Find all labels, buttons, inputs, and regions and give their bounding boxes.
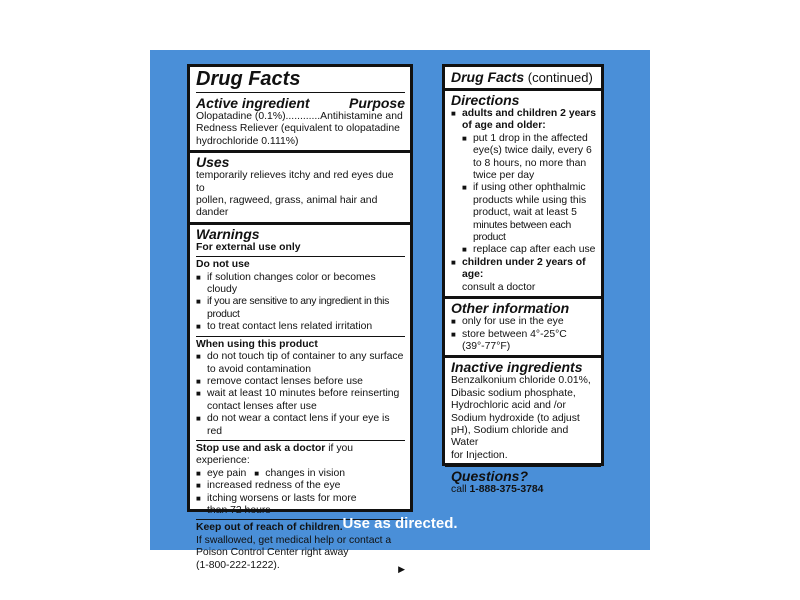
swallow-text: Poison Control Center right away xyxy=(196,547,349,559)
other-info-section xyxy=(445,299,601,358)
list-item-cont: consult a doctor xyxy=(462,281,536,293)
continued-label: (continued) xyxy=(524,70,593,85)
list-item-cont: to 8 hours, no more than xyxy=(473,157,587,169)
list-item: ■ if using other ophthalmic xyxy=(462,182,596,194)
inactive-text: Sodium hydroxide (to adjust xyxy=(451,412,580,424)
stop-use-rest: if you experience: xyxy=(196,442,354,467)
questions-heading: Questions? xyxy=(451,468,529,485)
call-label: call xyxy=(451,484,470,496)
list-item-cont: products while using this xyxy=(473,194,587,206)
list-item: ■ only for use in the eye xyxy=(451,316,596,328)
drug-facts-continued-panel xyxy=(442,64,604,496)
list-item-cont: to avoid contamination xyxy=(207,363,311,375)
drug-facts-title: Drug Facts xyxy=(451,69,525,85)
divider xyxy=(196,92,405,93)
uses-text: pollen, ragweed, grass, animal hair and dander xyxy=(196,195,378,219)
swallow-text: (1-800-222-1222). xyxy=(196,559,280,571)
call-line xyxy=(451,484,596,496)
phone-number: 1-888-375-3784 xyxy=(469,484,544,496)
list-item: ■ do not touch tip of container to any surface xyxy=(196,351,405,363)
drug-facts-title: Drug Facts xyxy=(196,68,301,90)
list-item-cont: product, wait at least 5 xyxy=(473,207,577,219)
inactive-text: pH), Sodium chloride and Water xyxy=(451,424,569,449)
warnings-heading: Warnings xyxy=(196,225,260,242)
list-item: ■ put 1 drop in the affected xyxy=(462,133,596,145)
active-ingredient-section xyxy=(190,67,410,153)
inactive-text: Hydrochloric acid and /or xyxy=(451,400,566,412)
purpose-heading: Purpose xyxy=(348,95,405,111)
stop-use-heading: Stop use and ask a doctor xyxy=(196,442,326,454)
list-item-cont: minutes between each product xyxy=(473,219,571,244)
uses-section xyxy=(190,153,410,225)
list-item: ■ eye pain xyxy=(196,468,246,480)
list-item-cont: than 72 hours xyxy=(207,504,271,516)
list-item-cont: of age and older: xyxy=(462,120,546,132)
inactive-ingredients-section xyxy=(445,358,601,467)
list-item: ■ do not wear a contact lens if your eye is red xyxy=(196,413,405,438)
external-use-note: For external use only xyxy=(196,241,301,253)
active-text: Olopatadine (0.1%)............Antihistamine and xyxy=(196,111,403,122)
do-not-use-heading: Do not use xyxy=(196,259,250,271)
directions-section xyxy=(445,91,601,299)
list-item-cont: (39°-77°F) xyxy=(462,340,511,352)
list-item: ■ wait at least 10 minutes before reinserting xyxy=(196,388,405,400)
stop-use-line xyxy=(196,443,405,468)
divider xyxy=(196,256,405,257)
inactive-ingredients-heading: Inactive ingredients xyxy=(451,359,583,376)
list-item: ■ children under 2 years of age: xyxy=(451,257,596,282)
list-item: ■ remove contact lenses before use xyxy=(196,376,405,388)
when-using-heading: When using this product xyxy=(196,338,318,350)
swallow-text: If swallowed, get medical help or contact a xyxy=(196,534,392,546)
active-text: Redness Reliever (equivalent to olopatadine xyxy=(196,123,400,135)
questions-section xyxy=(445,467,601,498)
list-item: ■ itching worsens or lasts for more xyxy=(196,493,405,505)
list-item: ■ if you are sensitive to any ingredient in this product xyxy=(196,296,405,321)
continue-arrow-icon: ▶ xyxy=(398,564,405,574)
divider xyxy=(196,336,405,337)
list-item: ■ increased redness of the eye xyxy=(196,480,405,492)
uses-heading: Uses xyxy=(196,154,230,171)
inactive-text: Benzalkonium chloride 0.01%, xyxy=(451,375,591,387)
continued-title-section xyxy=(445,67,601,91)
list-item-cont: eye(s) twice daily, every 6 xyxy=(473,145,592,157)
divider xyxy=(196,440,405,441)
directions-heading: Directions xyxy=(451,92,520,108)
list-item-cont: twice per day xyxy=(473,170,535,182)
list-item: ■ adults and children 2 years xyxy=(451,108,596,120)
active-ingredient-heading: Active ingredient xyxy=(196,95,310,111)
list-item: ■ if solution changes color or becomes cloudy xyxy=(196,272,405,297)
list-item: ■ changes in vision xyxy=(254,468,345,480)
inactive-text: for Injection. xyxy=(451,449,508,461)
list-item: ■ store between 4°-25°C xyxy=(451,329,596,341)
list-item: ■ to treat contact lens related irritation xyxy=(196,321,405,333)
usage-caption: Use as directed. xyxy=(342,515,458,532)
list-item: ■ replace cap after each use xyxy=(462,244,596,256)
other-info-heading: Other information xyxy=(451,300,570,317)
uses-text: temporarily relieves itchy and red eyes due to xyxy=(196,170,394,194)
active-text: hydrochloride 0.111%) xyxy=(196,135,299,147)
inactive-text: Dibasic sodium phosphate, xyxy=(451,387,576,399)
list-item-cont: contact lenses after use xyxy=(207,400,317,412)
keep-out-heading: Keep out of reach of children. xyxy=(196,522,343,534)
